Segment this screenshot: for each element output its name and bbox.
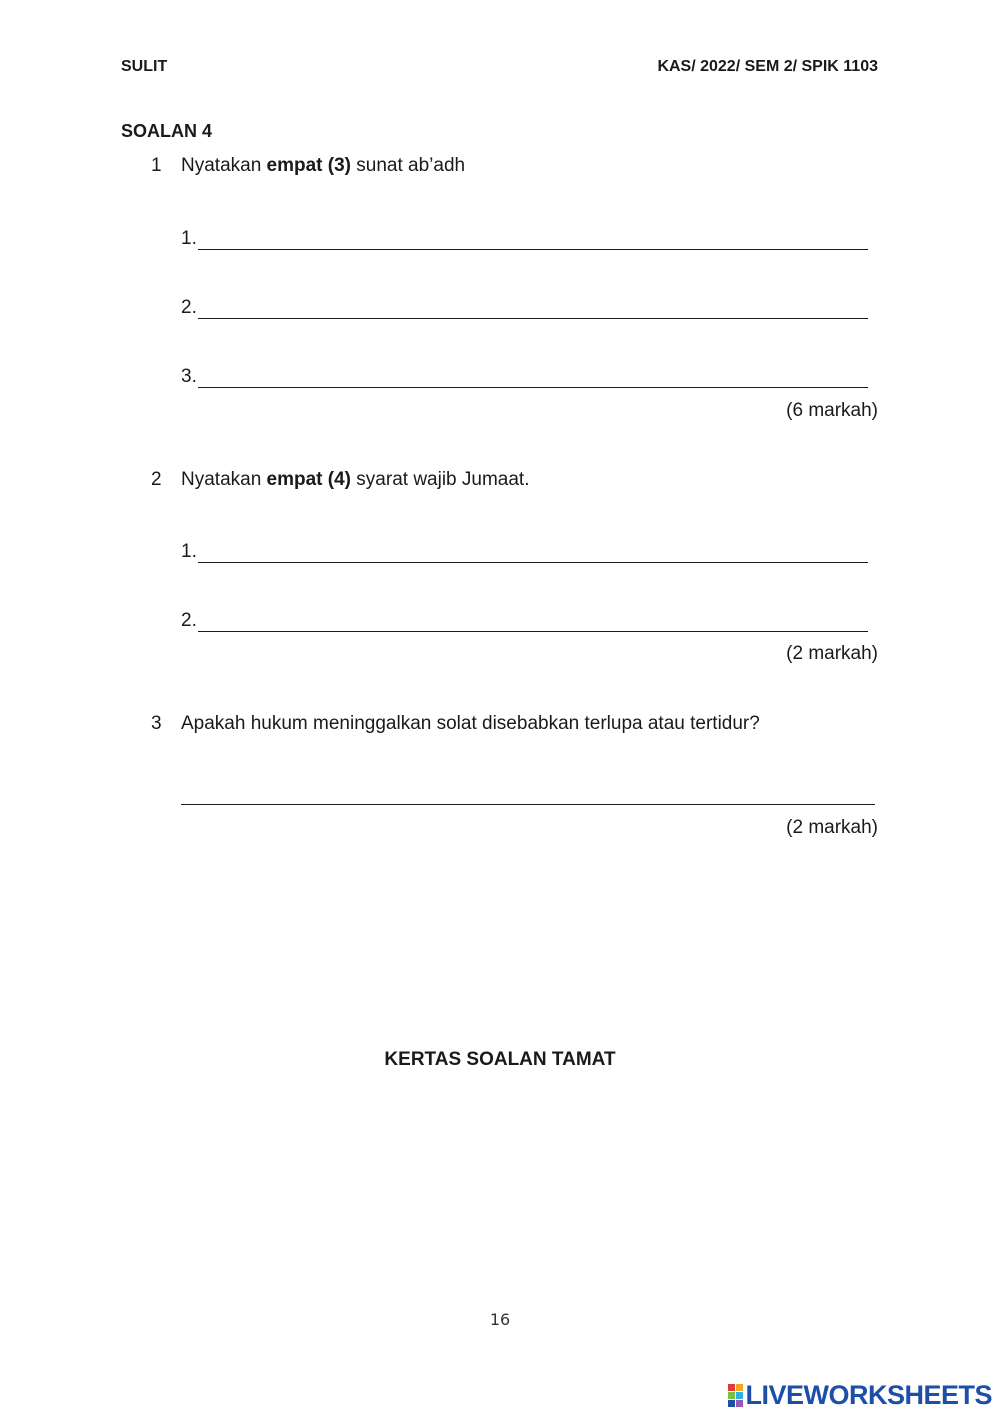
logo-square <box>736 1384 743 1391</box>
answer-line[interactable] <box>198 369 868 388</box>
logo-square <box>736 1392 743 1399</box>
end-of-paper: KERTAS SOALAN TAMAT <box>384 1049 616 1070</box>
answer-label: 1. <box>181 541 197 562</box>
answer-line[interactable] <box>198 613 868 632</box>
question-2-text: Nyatakan empat (4) syarat wajib Jumaat. <box>181 469 530 490</box>
question-2-marks: (2 markah) <box>786 643 878 664</box>
liveworksheets-logo-text: LIVEWORKSHEETS <box>745 1380 992 1410</box>
page-number: 16 <box>489 1310 511 1329</box>
header-left: SULIT <box>121 58 168 75</box>
answer-label: 3. <box>181 366 197 387</box>
question-1-answer-2 <box>181 297 868 319</box>
liveworksheets-logo-icon <box>728 1384 743 1407</box>
logo-square <box>736 1400 743 1407</box>
question-3-number: 3 <box>151 713 162 734</box>
logo-square <box>728 1384 735 1391</box>
logo-square <box>728 1400 735 1407</box>
question-3-answer <box>181 786 875 805</box>
answer-label: 2. <box>181 610 197 631</box>
logo-square <box>728 1392 735 1399</box>
answer-line[interactable] <box>198 544 868 563</box>
answer-line[interactable] <box>181 786 875 805</box>
question-1-marks: (6 markah) <box>786 400 878 421</box>
question-3-marks: (2 markah) <box>786 817 878 838</box>
liveworksheets-logo <box>728 1380 992 1411</box>
question-1-number: 1 <box>151 155 162 176</box>
question-1-answer-1 <box>181 228 868 250</box>
answer-line[interactable] <box>198 300 868 319</box>
answer-line[interactable] <box>198 231 868 250</box>
section-title: SOALAN 4 <box>121 121 213 141</box>
answer-label: 2. <box>181 297 197 318</box>
question-2-answer-1 <box>181 541 868 563</box>
question-2-answer-2 <box>181 610 868 632</box>
question-3-text: Apakah hukum meninggalkan solat disebabkan terlupa atau tertidur? <box>181 713 760 734</box>
question-2-number: 2 <box>151 469 162 490</box>
answer-label: 1. <box>181 228 197 249</box>
question-1-answer-3 <box>181 366 868 388</box>
header-right: KAS/ 2022/ SEM 2/ SPIK 1103 <box>657 58 878 75</box>
question-1-text: Nyatakan empat (3) sunat ab’adh <box>181 155 466 176</box>
